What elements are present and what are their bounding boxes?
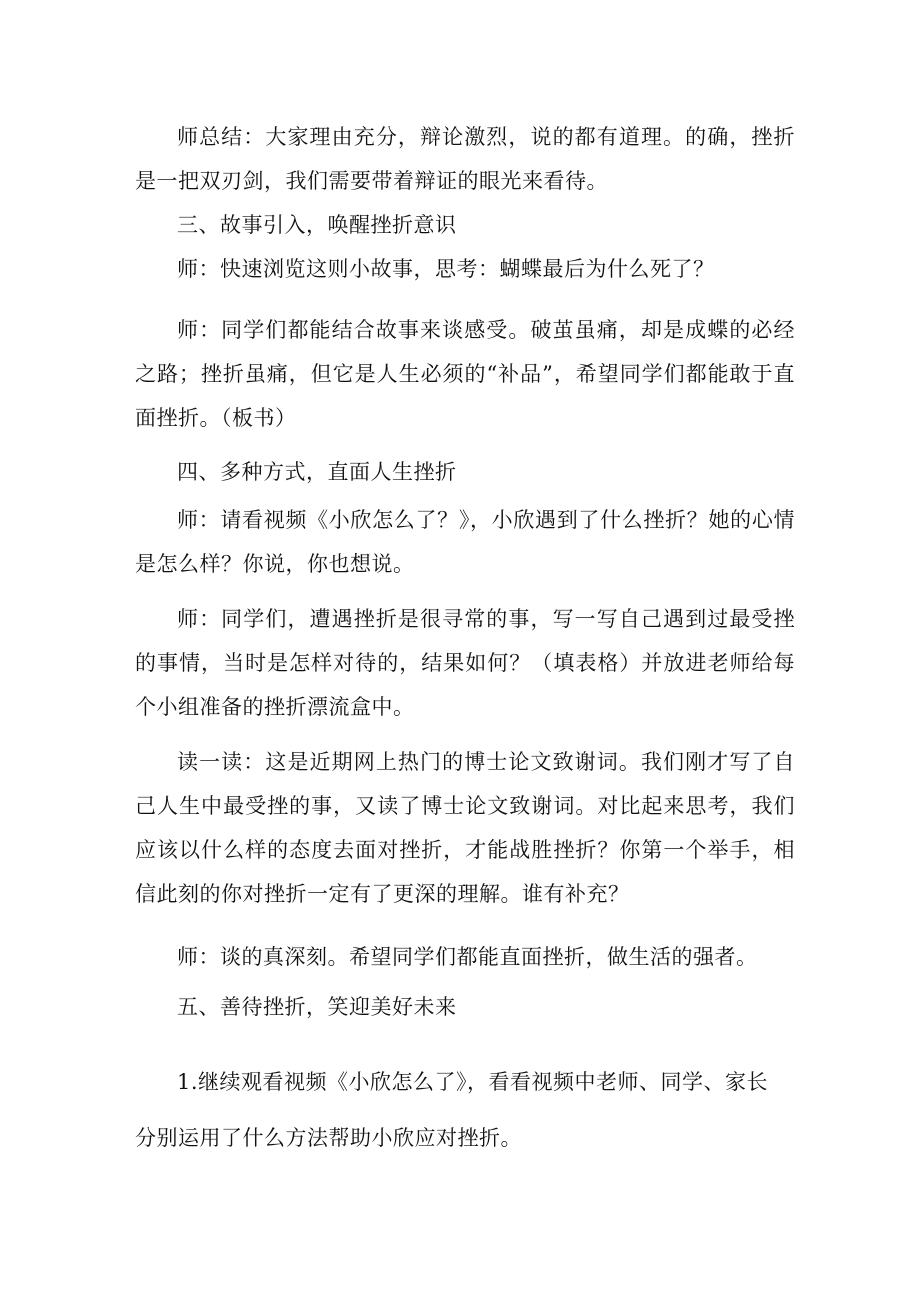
paragraph-teacher-summary: 师总结：大家理由充分，辩论激烈，说的都有道理。的确，挫折是一把双刃剑，我们需要带着辩证的眼光来看待。 bbox=[135, 125, 795, 193]
paragraph-reading-task: 读一读：这是近期网上热门的博士论文致谢词。我们刚才写了自己人生中最受挫的事，又读了博士论文致谢词。对比起来思考，我们应该以什么样的态度去面对挫折，才能战胜挫折？你第一个举手，相信此刻的你对挫折一定有了更深的理解。谁有补充？ bbox=[135, 750, 795, 906]
paragraph-teacher-comment: 师：谈的真深刻。希望同学们都能直面挫折，做生活的强者。 bbox=[177, 945, 758, 969]
section-heading-5: 五、善待挫折，笑迎美好未来 bbox=[177, 995, 457, 1019]
section-heading-3: 三、故事引入，唤醒挫折意识 bbox=[177, 213, 457, 237]
list-item-1-continuation: 分别运用了什么方法帮助小欣应对挫折。 bbox=[135, 1126, 522, 1150]
paragraph-butterfly-reflection: 师：同学们都能结合故事来谈感受。破茧虽痛，却是成蝶的必经之路；挫折虽痛，但它是人生必须的“补品”，希望同学们都能敢于直面挫折。（板书） bbox=[135, 318, 795, 430]
paragraph-video-question: 师：请看视频《小欣怎么了？》，小欣遇到了什么挫折？她的心情是怎么样？你说，你也想说。 bbox=[135, 508, 795, 576]
section-heading-4: 四、多种方式，直面人生挫折 bbox=[177, 460, 457, 484]
paragraph-writing-task: 师：同学们，遭遇挫折是很寻常的事，写一写自己遇到过最受挫的事情，当时是怎样对待的，结果如何？（填表格）并放进老师给每个小组准备的挫折漂流盒中。 bbox=[135, 607, 795, 719]
paragraph-butterfly-question: 师：快速浏览这则小故事，思考：蝴蝶最后为什么死了？ bbox=[177, 257, 715, 281]
list-item-1: 1.继续观看视频《小欣怎么了》，看看视频中老师、同学、家长 bbox=[177, 1070, 769, 1094]
